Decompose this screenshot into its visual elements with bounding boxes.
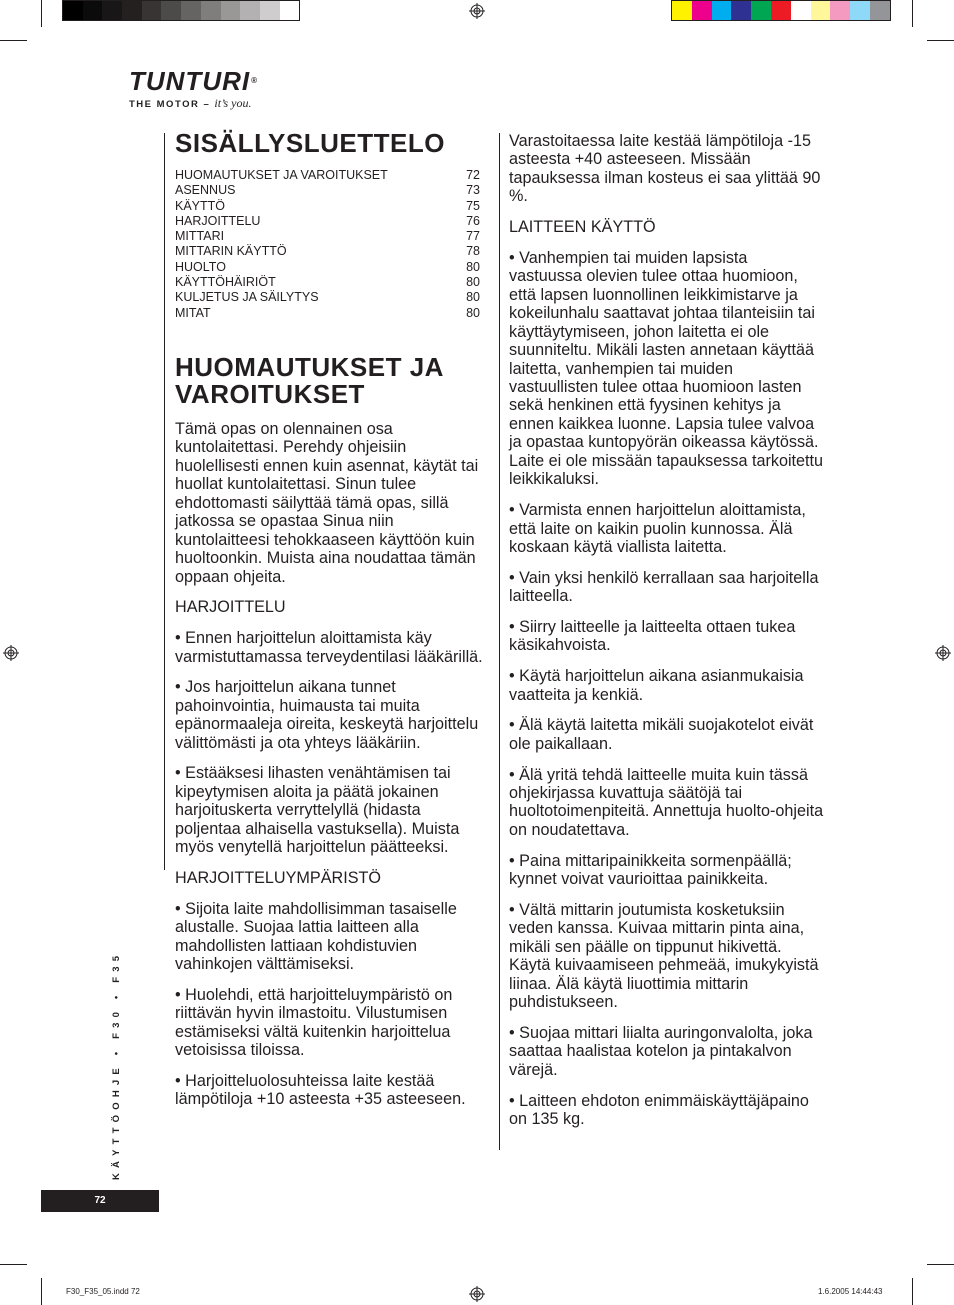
grayscale-color-bar — [62, 0, 300, 21]
toc-entry-page: 80 — [466, 290, 480, 305]
section-title-line-1: HUOMAUTUKSET JA — [175, 352, 444, 382]
column-rule-middle — [499, 133, 500, 1150]
color-swatch — [201, 1, 221, 20]
toc-entry — [175, 260, 480, 275]
color-swatch — [850, 1, 870, 20]
color-swatch — [260, 1, 280, 20]
brand-logo — [129, 68, 258, 111]
brand-name: TUNTURI — [129, 66, 251, 96]
toc-entry-label: MITTARIN KÄYTTÖ — [175, 244, 287, 259]
paragraph: • Vältä mittarin joutumista kosketuksiin veden kanssa. Kuivaa mittarin pinta aina, mikäli sen päälle on tippunut hikivettä. Käytä kuivaamiseen pehmeää, imukykyistä liinaa. Älä käytä liuottimia mittarin puhdistukseen. — [509, 900, 819, 1012]
section-title — [175, 354, 444, 408]
toc-entry-page: 73 — [466, 183, 480, 198]
brand-tagline-bold: THE MOTOR – — [129, 99, 211, 110]
registration-mark-icon — [469, 3, 485, 19]
brand-tagline-italic: it’s you. — [214, 96, 252, 110]
color-swatch — [280, 1, 300, 20]
paragraph: • Estääksesi lihasten venähtämisen tai kipeytymisen aloita ja päätä jokainen harjoituskerta verryttelyllä (hidasta poljentaa alhaisella vastuksella). Muista myös venytellä harjoittelun päätteeksi. — [175, 764, 460, 857]
crop-mark — [912, 0, 913, 27]
toc-entry-page: 72 — [466, 168, 480, 182]
toc-entry-page: 80 — [466, 259, 480, 274]
toc-entry-label: HUOLTO — [175, 259, 226, 274]
toc-entry — [175, 214, 480, 229]
toc-entry-label: KÄYTTÖ — [175, 198, 226, 213]
toc-entry-page: 80 — [466, 275, 480, 290]
toc-entry — [175, 290, 480, 305]
toc-entry-label: ASENNUS — [175, 183, 236, 198]
paragraph: • Vain yksi henkilö kerrallaan saa harjoitella laitteella. — [509, 568, 819, 606]
color-swatch — [830, 1, 850, 20]
paragraph: HARJOITTELUYMPÄRISTÖ — [175, 869, 381, 887]
toc-entry — [175, 306, 480, 321]
color-swatch — [181, 1, 201, 20]
color-swatch — [870, 1, 890, 20]
color-swatch — [83, 1, 103, 20]
paragraph: • Paina mittaripainikkeita sormenpäällä; kynnet voivat vaurioittaa painikkeita. — [509, 851, 792, 889]
color-swatch — [63, 1, 83, 20]
color-swatch — [692, 1, 712, 20]
paragraph: • Laitteen ehdoton enimmäiskäyttäjäpaino on 135 kg. — [509, 1091, 809, 1128]
paragraph: • Käytä harjoittelun aikana asianmukaisia vaatteita ja kenkiä. — [509, 667, 804, 704]
color-swatch — [672, 1, 692, 20]
column-rule-left — [164, 133, 165, 870]
color-swatch — [221, 1, 241, 20]
toc-entry — [175, 244, 480, 259]
toc-entry — [175, 183, 480, 198]
toc-entry-label: HARJOITTELU — [175, 213, 261, 228]
toc-entry — [175, 168, 480, 183]
crop-mark — [0, 40, 27, 41]
crop-mark — [927, 1264, 954, 1265]
paragraph: Tämä opas on olennainen osa kuntolaitettasi. Perehdy ohjeisiin huolellisesti ennen kuin asennat, käytät tai huollat kuntolaitettasi. Sinun tulee ehdottomasti säilyttää tämä opas, sillä jatkossa se opastaa Sinua niin kuntolaitteesi tehokkaaseen käyttöön kuin huoltoonkin. Muista aina noudattaa tämän oppaan ohjeita. — [175, 420, 479, 586]
paragraph: • Sijoita laite mahdollisimman tasaiselle alustalle. Suojaa lattia laitteen alla mahdollisten lattiaan kohdistuvien vahinkojen välttämiseksi. — [175, 899, 457, 974]
paragraph: • Jos harjoittelun aikana tunnet pahoinvointia, huimausta tai muita epänormaaleja oireita, keskeytä harjoittelu välittömästi ja ota yhteys lääkäriin. — [175, 678, 479, 752]
slug-datetime: 1.6.2005 14:44:43 — [818, 1287, 883, 1296]
toc-entry-label: KÄYTTÖHÄIRIÖT — [175, 275, 276, 290]
toc-title: SISÄLLYSLUETTELO — [175, 128, 445, 158]
paragraph: • Älä käytä laitetta mikäli suojakotelot eivät ole paikallaan. — [509, 716, 814, 753]
color-swatch — [771, 1, 791, 20]
crop-mark — [41, 1278, 42, 1305]
toc-entry-label: MITTARI — [175, 229, 225, 244]
registered-mark: ® — [251, 76, 258, 85]
toc-entry — [175, 229, 480, 244]
paragraph: • Harjoitteluolosuhteissa laite kestää lämpötiloja +10 asteesta +35 asteeseen. — [175, 1071, 466, 1109]
color-swatch — [102, 1, 122, 20]
toc-entry-page: 77 — [466, 229, 480, 244]
color-swatch — [731, 1, 751, 20]
paragraph: • Älä yritä tehdä laitteelle muita kuin tässä ohjekirjassa kuvattuja säätöjä tai huoltotoimenpiteitä. Annettuja huolto-ohjeita on noudatettava. — [509, 765, 824, 839]
toc-entry — [175, 275, 480, 290]
crop-mark — [0, 1264, 27, 1265]
toc-entry-page: 80 — [466, 305, 480, 320]
color-swatch — [811, 1, 831, 20]
paragraph: LAITTEEN KÄYTTÖ — [509, 218, 656, 237]
crop-mark — [927, 40, 954, 41]
page-number: 72 — [41, 1190, 159, 1212]
paragraph: Varastoitaessa laite kestää lämpötiloja -15 asteesta +40 asteeseen. Missään tapauksessa ilman kosteus ei saa ylittää 90 %. — [509, 132, 821, 206]
registration-mark-icon — [469, 1286, 485, 1302]
right-column-text — [509, 132, 824, 1141]
paragraph: HARJOITTELU — [175, 598, 286, 617]
table-of-contents — [175, 168, 480, 321]
paragraph: • Siirry laitteelle ja laitteelta ottaen tukea käsikahvoista. — [509, 617, 796, 655]
paragraph: • Vanhempien tai muiden lapsista vastuussa olevien tulee ottaa huomioon, että lapsen luonnollinen leikkimistarve ja kokeilunhalu saattavat johtaa tilanteisiin tai käyttäytymiseen, johon laitetta ei ole suunniteltu. Mikäli lasten annetaan käyttää laitetta, vanhempien tai muiden vastuullisten tulee ottaa huomioon lasten sekä henkinen että fyysinen kehitys ja ennen kaikkea luonne. Lapsia tulee valvoa ja opastaa kuntopyörän oikeassa käytössä. Laite ei ole missään tapauksessa tarkoitettu leikkikaluksi. — [509, 248, 824, 489]
process-color-bar — [671, 0, 891, 21]
color-swatch — [142, 1, 162, 20]
color-swatch — [240, 1, 260, 20]
toc-entry-page: 76 — [466, 213, 480, 228]
left-column-text — [175, 420, 485, 1121]
paragraph: • Suojaa mittari liialta auringonvalolta, joka saattaa haalistaa kotelon ja pintakalvon värejä. — [509, 1023, 813, 1079]
registration-mark-icon — [935, 645, 951, 661]
color-swatch — [751, 1, 771, 20]
toc-entry-page: 75 — [466, 198, 480, 213]
toc-entry — [175, 199, 480, 214]
color-swatch — [712, 1, 732, 20]
color-swatch — [161, 1, 181, 20]
toc-entry-label: KULJETUS JA SÄILYTYS — [175, 290, 319, 305]
side-manual-label: KÄYTTÖOHJE • F30 • F35 — [111, 950, 122, 1180]
color-swatch — [122, 1, 142, 20]
registration-mark-icon — [3, 645, 19, 661]
slug-file: F30_F35_05.indd 72 — [66, 1287, 140, 1296]
color-swatch — [791, 1, 811, 20]
paragraph: • Huolehdi, että harjoitteluympäristö on riittävän hyvin ilmastoitu. Vilustumisen estämiseksi vältä kuitenkin harjoittelua vetoisissa tiloissa. — [175, 985, 453, 1060]
toc-entry-label: HUOMAUTUKSET JA VAROITUKSET — [175, 168, 388, 182]
crop-mark — [912, 1278, 913, 1305]
paragraph: • Ennen harjoittelun aloittamista käy varmistuttamassa terveydentilasi lääkärillä. — [175, 629, 483, 666]
toc-entry-label: MITAT — [175, 305, 211, 320]
paragraph: • Varmista ennen harjoittelun aloittamista, että laite on kaikin puolin kunnossa. Älä koskaan käytä viallista laitetta. — [509, 501, 806, 556]
section-title-line-2: VAROITUKSET — [175, 379, 365, 409]
toc-entry-page: 78 — [466, 244, 480, 259]
crop-mark — [41, 0, 42, 27]
